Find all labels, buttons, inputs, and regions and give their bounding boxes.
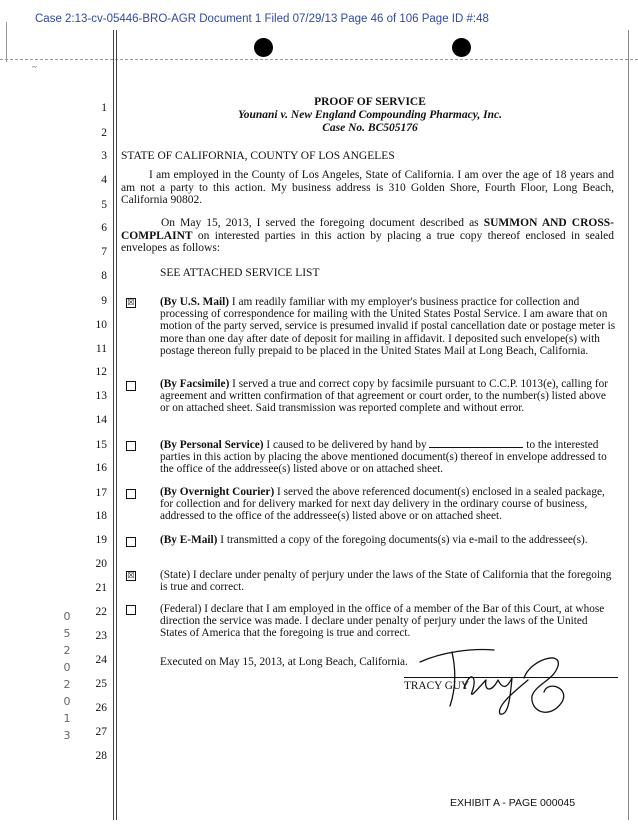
venue-line: STATE OF CALIFORNIA, COUNTY OF LOS ANGELES [121, 150, 395, 162]
line-number: 19 [95, 534, 107, 546]
personal-service-checkbox[interactable] [126, 441, 136, 451]
fax-checkbox[interactable] [126, 381, 136, 391]
overnight-checkbox[interactable] [126, 489, 136, 499]
left-edge-mark [6, 22, 7, 62]
stamp-digit: 0 [63, 610, 71, 623]
personal-service-text-end: to the interested parties in this action by placing the above mentioned document(s) thereof in envelope addressed to the office of the addressee(s) listed above or on attached sheet. [160, 439, 607, 476]
line-number: 22 [95, 606, 107, 618]
personal-service-method [160, 438, 616, 476]
personal-service-text-start: I caused to be delivered by hand by [263, 439, 430, 451]
margin-rule-outer [113, 30, 114, 820]
overnight-method [160, 486, 616, 523]
stamp-digit: 2 [63, 678, 71, 691]
case-caption: Younani v. New England Compounding Pharmacy, Inc. [237, 109, 503, 121]
deliverer-blank[interactable] [429, 438, 523, 448]
signature-line [404, 677, 618, 678]
mail-method [160, 296, 616, 357]
proof-of-service-title [120, 96, 620, 135]
scan-speck: ~ [32, 62, 37, 72]
line-number: 4 [101, 174, 107, 186]
federal-declaration-checkbox[interactable] [126, 605, 136, 615]
state-declaration-checkbox[interactable]: ☒ [127, 571, 135, 580]
fax-method [160, 378, 616, 415]
line-number: 8 [101, 270, 107, 282]
line-number: 14 [95, 414, 107, 426]
service-text-start: On May 15, 2013, I served the foregoing document described as [161, 217, 484, 229]
margin-rule-inner [116, 30, 117, 820]
stamp-digit: 3 [63, 729, 71, 742]
line-number: 2 [101, 127, 107, 139]
line-number: 13 [95, 390, 107, 402]
line-number: 6 [101, 222, 107, 234]
line-number: 18 [95, 510, 107, 522]
service-text-end: on interested parties in this action by placing a true copy thereof enclosed in sealed envelopes as follows: [121, 229, 614, 255]
line-number: 27 [95, 726, 107, 738]
punch-hole-right [452, 38, 471, 57]
line-number: 9 [101, 295, 107, 307]
line-number: 16 [95, 462, 107, 474]
overnight-text: I served the above referenced document(s) enclosed in a sealed package, for collection and for delivery marked for next day delivery in the ordinary course of business, addressed to the office of the addressee(s) listed above or on attached sheet. [160, 486, 605, 523]
line-number: 15 [95, 439, 107, 451]
stamp-digit: 0 [63, 695, 71, 708]
line-number: 28 [95, 750, 107, 762]
email-checkbox[interactable] [126, 537, 136, 547]
stamp-digit: 2 [63, 644, 71, 657]
federal-declaration: (Federal) I declare that I am employed in the office of a member of the Bar of this Court, at whose direction the service was made. I declare under penalty of perjury under the laws of the United States of America that the foregoing is true and correct. [160, 603, 605, 640]
top-rule [0, 59, 638, 60]
page-title: PROOF OF SERVICE [314, 96, 426, 108]
personal-service-label: (By Personal Service) [160, 439, 264, 451]
line-number: 11 [95, 343, 107, 355]
margin-date-stamp [60, 608, 74, 744]
line-number: 24 [95, 654, 107, 666]
case-number: Case No. BC505176 [322, 122, 418, 134]
punch-hole-left [254, 38, 273, 57]
right-margin-rule [628, 30, 629, 820]
signer-name: TRACY GUY [404, 680, 470, 692]
line-number: 5 [101, 199, 107, 211]
line-number: 25 [95, 678, 107, 690]
execution-statement: Executed on May 15, 2013, at Long Beach, California. [160, 656, 408, 668]
exhibit-footer: EXHIBIT A - PAGE 000045 [450, 797, 576, 809]
state-declaration: (State) I declare under penalty of perjury under the laws of the State of California that the foregoing is true and correct. [160, 569, 612, 594]
line-number: 3 [101, 150, 107, 162]
line-number: 17 [95, 487, 107, 499]
service-paragraph [121, 217, 614, 255]
stamp-digit: 1 [63, 712, 71, 725]
employment-paragraph: I am employed in the County of Los Angeles, State of California. I am over the age of 18 years and am not a party to this action. My business address is 310 Golden Shore, Fourth Floor, Long Beach, California 90802. [121, 169, 614, 207]
email-text: I transmitted a copy of the foregoing documents(s) via e-mail to the addressee(s). [217, 534, 588, 546]
line-number: 26 [95, 702, 107, 714]
service-list-note: SEE ATTACHED SERVICE LIST [160, 267, 320, 279]
overnight-label: (By Overnight Courier) [160, 486, 275, 498]
line-number: 7 [101, 246, 107, 258]
stamp-digit: 0 [63, 661, 71, 674]
line-number: 23 [95, 630, 107, 642]
email-method [160, 534, 616, 546]
served-document-name: SUMMON AND CROSS-COMPLAINT [121, 217, 614, 242]
email-label: (By E-Mail) [160, 534, 218, 546]
case-header-stamp: Case 2:13-cv-05446-BRO-AGR Document 1 Filed 07/29/13 Page 46 of 106 Page ID #:48 [35, 13, 489, 25]
stamp-digit: 5 [63, 627, 71, 640]
line-number: 10 [95, 319, 107, 331]
line-number: 21 [95, 582, 107, 594]
fax-text: I served a true and correct copy by facsimile pursuant to C.C.P. 1013(e), calling for agreement and written confirmation of that agreement or court order, to the number(s) listed above or on attached sheet. Said transmission was reported complete and without error. [160, 378, 608, 415]
mail-label: (By U.S. Mail) [160, 296, 230, 308]
line-number: 20 [95, 558, 107, 570]
line-number: 1 [101, 102, 107, 114]
line-number: 12 [95, 366, 107, 378]
mail-text: I am readily familiar with my employer's business practice for collection and processing of correspondence for mailing with the United States Postal Service. I am aware that on motion of the party served, service is presumed invalid if postal cancellation date or postage meter is more than one day after date of deposit for mailing in affidavit. I deposited such envelope(s) with postage thereon fully prepaid to be placed in the United States Mail at Long Beach, California. [160, 296, 616, 357]
mail-checkbox[interactable]: ☒ [127, 298, 135, 307]
fax-label: (By Facsimile) [160, 378, 230, 390]
